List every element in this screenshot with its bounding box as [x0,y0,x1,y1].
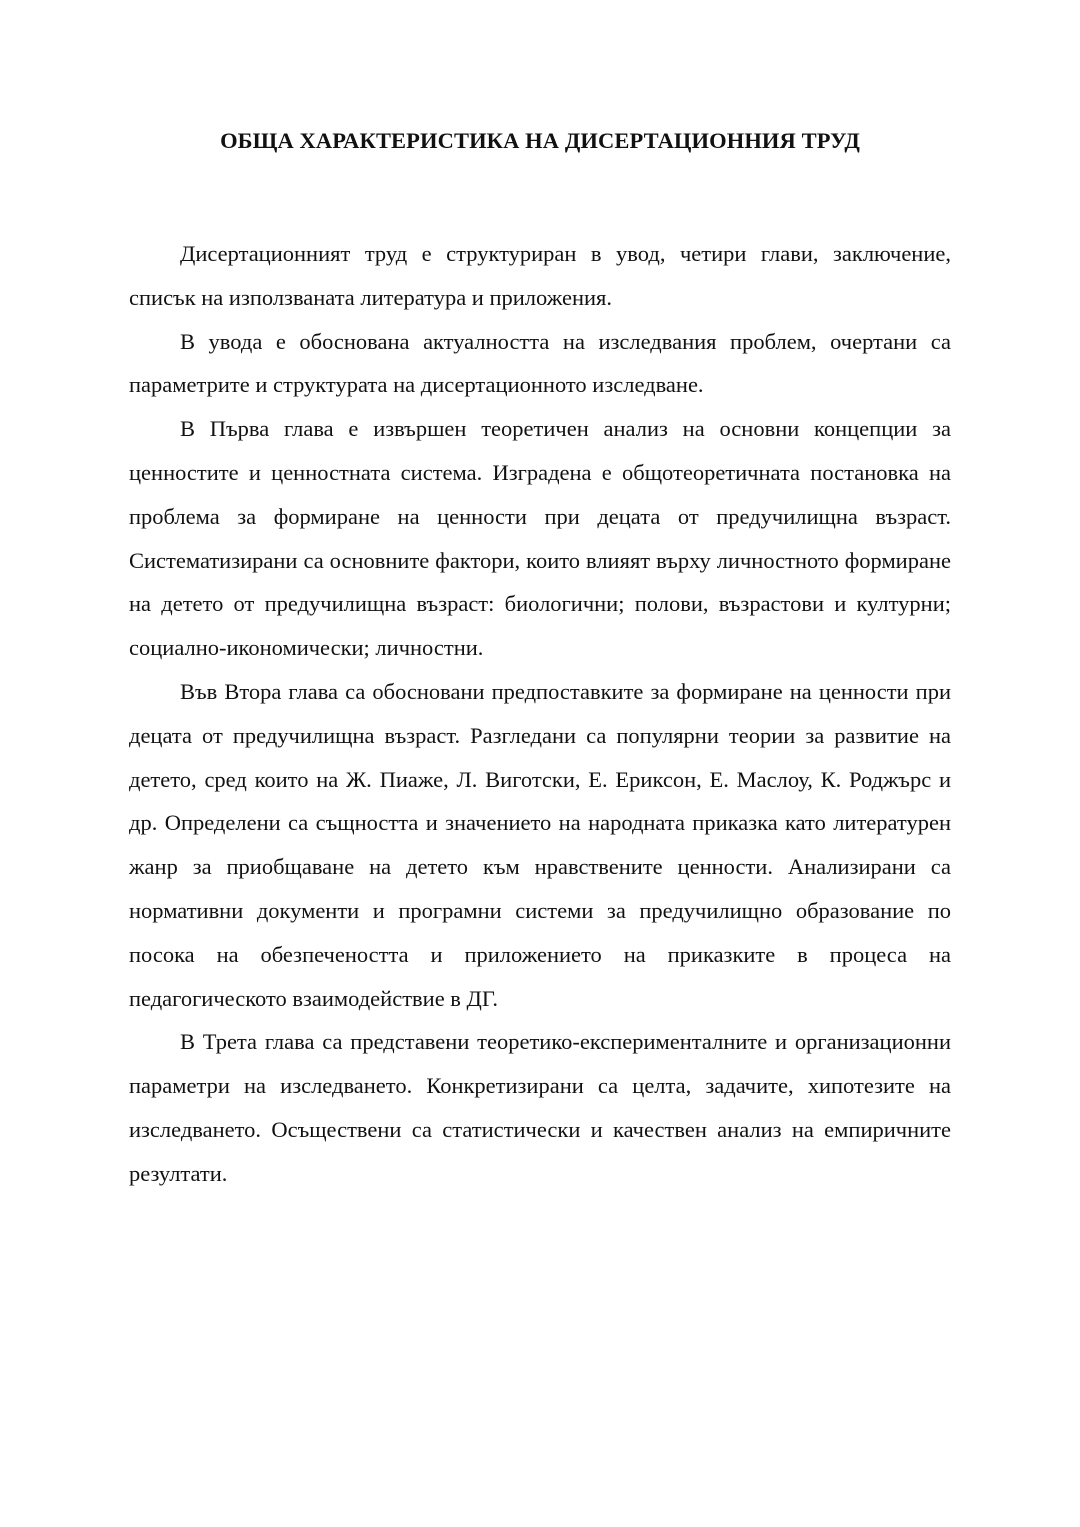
paragraph-chapter-two: Във Втора глава са обосновани предпоставките за формиране на ценности при децата от предучилищна възраст. Разгледани са популярни теории за развитие на детето, сред които на Ж. Пиаже, Л. Виготски, Е. Ериксон, Е. Маслоу, К. Роджърс и др. Определени са същността и значението на народната приказка като литературен жанр за приобщаване на детето към нравствените ценности. Анализирани са нормативни документи и програмни системи за предучилищно образование по посока на обезпечеността и приложението на приказките в процеса на педагогическото взаимодействие в ДГ. [129,678,951,1011]
paragraph-chapter-one: В Първа глава е извършен теоретичен анализ на основни концепции за ценностите и ценностната система. Изградена е общотеоретичната постановка на проблема за формиране на ценности при децата от предучилищна възраст. Систематизирани са основните фактори, които влияят върху личностното формиране на детето от предучилищна възраст: биологични; полови, възрастови и културни; социално-икономически; личностни. [129,416,951,661]
paragraph-chapter-three: В Трета глава са представени теоретико-експерименталните и организационни параметри на изследването. Конкретизирани са целта, задачите, хипотезите на изследването. Осъществени са статистически и качествен анализ на емпиричните резултати. [129,1029,951,1186]
page-title: ОБЩА ХАРАКТЕРИСТИКА НА ДИСЕРТАЦИОННИЯ ТРУД [220,128,860,153]
paragraph-structure: Дисертационният труд е структуриран в увод, четири глави, заключение, списък на използваната литература и приложения. [129,241,951,310]
body-text [129,232,951,1196]
paragraph-introduction: В увода е обоснована актуалността на изследвания проблем, очертани са параметрите и структурата на дисертационното изследване. [129,328,951,398]
